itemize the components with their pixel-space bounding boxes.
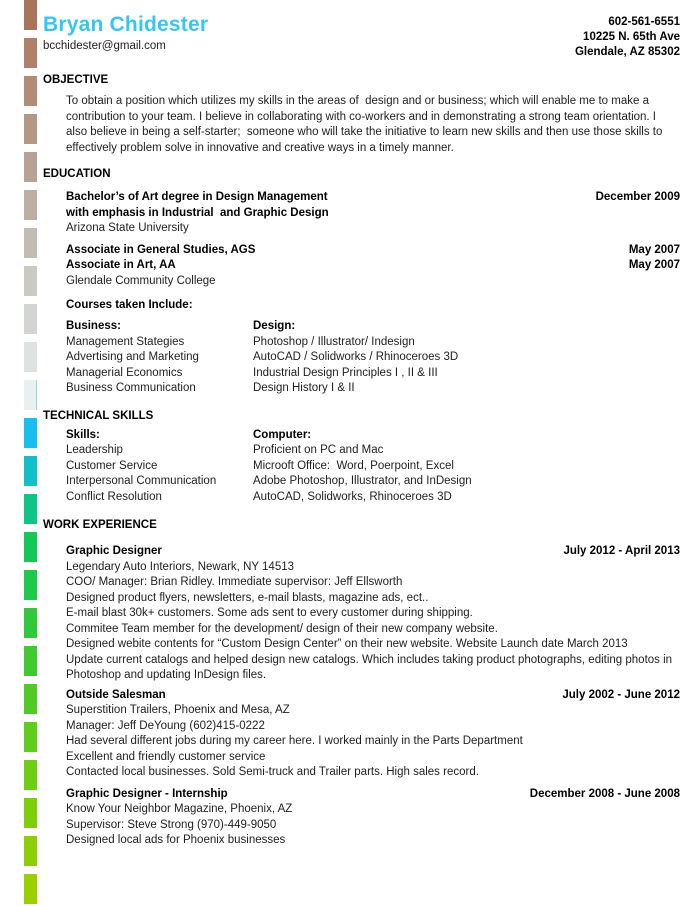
skill-item: Adobe Photoshop, Illustrator, and InDesign [253, 475, 472, 487]
accent-strip-block [24, 76, 37, 106]
school-name: Glendale Community College [66, 274, 216, 287]
job-title: Outside Salesman [66, 688, 166, 701]
accent-strip-block [24, 380, 37, 410]
column-title: Design: [253, 320, 296, 332]
course-item: Advertising and Marketing [66, 351, 199, 363]
job-date: December 2008 - June 2008 [529, 787, 680, 800]
column-title: Computer: [253, 428, 312, 441]
job-header [66, 688, 680, 704]
accent-strip-block [24, 190, 37, 220]
accent-strip-block [24, 532, 37, 562]
degree-block [66, 190, 329, 237]
skill-item: Customer Service [66, 459, 158, 472]
accent-strip-block [24, 38, 37, 68]
job-entry [66, 544, 680, 684]
job-detail-line: Designed local ads for Phoenix businesses [66, 834, 286, 846]
accent-strip-block [24, 798, 37, 828]
job-detail-line: Know Your Neighbor Magazine, Phoenix, AZ [66, 803, 293, 815]
accent-strip-block [24, 760, 37, 790]
resume-document [43, 0, 680, 849]
job-detail-line: Commitee Team member for the development/ design of their new company website. [66, 622, 498, 635]
contact-block [575, 13, 680, 60]
accent-strip-block [24, 722, 37, 752]
course-item: Managerial Economics [66, 366, 183, 379]
education-date: December 2009 [595, 191, 680, 203]
accent-strip [24, 0, 37, 906]
job-detail-line: Legendary Auto Interiors, Newark, NY 14513 [66, 560, 295, 573]
job-title: Graphic Designer - Internship [66, 787, 228, 800]
course-item: Design History I & II [253, 382, 355, 394]
education-dates [596, 190, 680, 237]
accent-strip-block [24, 684, 37, 714]
accent-strip-block [24, 228, 37, 258]
accent-strip-block [24, 342, 37, 372]
courses-heading: Courses taken Include: [66, 299, 193, 311]
job-detail-line: Designed webite contents for “Custom Design Center” on their new website. Website Launch date March 2013 [66, 638, 628, 650]
accent-strip-block [24, 646, 37, 676]
skill-item: Proficient on PC and Mac [253, 444, 384, 456]
course-item: AutoCAD / Solidworks / Rhinoceroes 3D [253, 351, 459, 363]
accent-strip-block [24, 570, 37, 600]
education-date: May 2007 [628, 243, 680, 256]
skill-item: AutoCAD, Solidworks, Rhinoceroes 3D [253, 490, 452, 503]
skill-item: Interpersonal Communication [66, 475, 217, 487]
section-heading-work-experience: WORK EXPERIENCE [43, 519, 157, 531]
job-detail-line: COO/ Manager: Brian Ridley. Immediate supervisor: Jeff Ellsworth [66, 576, 403, 588]
job-header [66, 787, 680, 803]
column-title: Business: [66, 320, 121, 332]
accent-strip-block [24, 114, 37, 144]
objective-text: To obtain a position which utilizes my skills in the areas of design and or business; which will enable me to make a contribution to your team. I believe in collaborating with co-workers and in demonstrating a strong team orientation. I also believe in being a self-starter; someone who will take the initiative to learn new skills and then use those skills to effectively problem solve in innovative and creative ways in a timely manner. [66, 95, 666, 154]
skill-item: Leadership [66, 444, 123, 456]
resume-header [43, 0, 680, 60]
accent-strip-block [24, 418, 37, 448]
accent-strip-block [24, 608, 37, 638]
education-dates [629, 243, 680, 290]
street-address-text: 10225 N. 65th Ave [583, 31, 680, 43]
identity-block [43, 13, 208, 60]
degree-block [66, 243, 255, 290]
courses-columns [66, 319, 680, 397]
accent-strip-block [24, 152, 37, 182]
accent-strip-block [24, 874, 37, 904]
job-detail-line: Superstition Trailers, Phoenix and Mesa, AZ [66, 704, 290, 716]
skills-columns [66, 428, 680, 506]
degree-line: Bachelor’s of Art degree in Design Management [66, 191, 328, 203]
degree-line: Associate in General Studies, AGS [66, 243, 256, 256]
section-heading-education: EDUCATION [43, 168, 111, 180]
email-text: bcchidester@gmail.com [43, 40, 166, 52]
school-name: Arizona State University [66, 222, 189, 234]
skill-item: Conflict Resolution [66, 490, 162, 503]
accent-strip-block [24, 304, 37, 334]
course-item: Industrial Design Principles I , II & III [253, 366, 438, 379]
degree-line: with emphasis in Industrial and Graphic Design [66, 206, 329, 219]
job-entry [66, 787, 680, 849]
education-entry [66, 243, 680, 290]
accent-strip-block [24, 836, 37, 866]
job-title: Graphic Designer [66, 545, 162, 557]
job-detail-line: Had several different jobs during my career here. I worked mainly in the Parts Department [66, 735, 523, 747]
city-state-zip-text: Glendale, AZ 85302 [574, 46, 680, 58]
job-detail-line: Manager: Jeff DeYoung (602)415-0222 [66, 719, 265, 732]
accent-strip-block [24, 494, 37, 524]
courses-column-design [253, 319, 680, 397]
job-header [66, 544, 680, 560]
job-detail-line: Supervisor: Steve Strong (970)-449-9050 [66, 818, 277, 831]
job-detail-line: Designed product flyers, newsletters, e-mail blasts, magazine ads, ect.. [66, 591, 429, 604]
skills-column [66, 428, 253, 506]
accent-strip-block [24, 266, 37, 296]
person-name: Bryan Chidester [43, 13, 209, 36]
accent-strip-block [24, 0, 37, 30]
section-heading-technical-skills: TECHNICAL SKILLS [43, 409, 154, 422]
accent-strip-block [24, 456, 37, 486]
job-detail-line: Update current catalogs and helped design new catalogs. Which includes taking product photographs, editing photos in Photoshop and updating InDesign files. [66, 653, 676, 681]
job-date: July 2002 - June 2012 [562, 688, 680, 701]
section-heading-objective: OBJECTIVE [43, 74, 109, 86]
job-detail-line: Excellent and friendly customer service [66, 750, 266, 763]
education-date: May 2007 [628, 259, 680, 271]
course-item: Business Communication [66, 382, 196, 394]
course-item: Management Stategies [66, 335, 185, 348]
job-entry [66, 688, 680, 781]
job-date: July 2012 - April 2013 [563, 545, 680, 557]
computer-column [253, 428, 680, 506]
degree-line: Associate in Art, AA [66, 259, 176, 271]
skill-item: Microoft Office: Word, Poerpoint, Excel [253, 459, 454, 472]
education-entry [66, 190, 680, 237]
job-detail-line: Contacted local businesses. Sold Semi-truck and Trailer parts. High sales record. [66, 766, 479, 778]
column-title: Skills: [66, 428, 100, 441]
phone-text: 602-561-6551 [608, 16, 680, 28]
courses-column-business [66, 319, 253, 397]
job-detail-line: E-mail blast 30k+ customers. Some ads sent to every customer during shipping. [66, 607, 473, 619]
course-item: Photoshop / Illustrator/ Indesign [253, 335, 415, 348]
